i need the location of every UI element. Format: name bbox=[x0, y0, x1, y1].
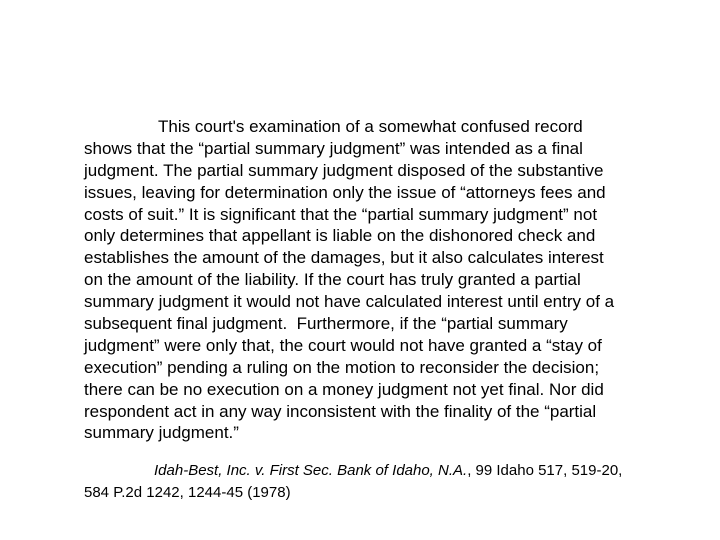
citation-reporter: , 99 Idaho 517, 519-20, bbox=[467, 462, 623, 479]
citation-line-2: 584 P.2d 1242, 1244-45 (1978) bbox=[84, 484, 291, 501]
quote-line: summary judgment.” bbox=[84, 423, 239, 443]
quote-line: execution” pending a ruling on the motion to reconsider the decision; bbox=[84, 357, 600, 377]
quote-line: shows that the “partial summary judgment” was intended as a final bbox=[84, 138, 583, 158]
quote-line: judgment” were only that, the court would not have granted a “stay of bbox=[84, 335, 602, 355]
quote-line: This court's examination of a somewhat confused record bbox=[158, 117, 583, 136]
quote-line: costs of suit.” It is significant that the “partial summary judgment” not bbox=[84, 204, 598, 224]
quote-line: respondent act in any way inconsistent with the finality of the “partial bbox=[84, 401, 597, 421]
quote-line: summary judgment it would not have calculated interest until entry of a bbox=[84, 292, 615, 312]
citation-line-1 bbox=[84, 460, 684, 482]
quote-line: there can be no execution on a money judgment not yet final. Nor did bbox=[84, 379, 604, 399]
quote-line: on the amount of the liability. If the court has truly granted a partial bbox=[84, 270, 581, 290]
quote-line: establishes the amount of the damages, but it also calculates interest bbox=[84, 248, 604, 268]
quote-line: judgment. The partial summary judgment disposed of the substantive bbox=[84, 160, 604, 180]
case-name: Idah-Best, Inc. v. First Sec. Bank of Idaho, N.A. bbox=[154, 462, 468, 479]
quote-line: only determines that appellant is liable on the dishonored check and bbox=[84, 226, 596, 246]
case-citation bbox=[84, 460, 684, 504]
quote-line: subsequent final judgment. Furthermore, if the “partial summary bbox=[84, 314, 568, 334]
quotation-paragraph bbox=[84, 116, 664, 444]
quote-line: issues, leaving for determination only the issue of “attorneys fees and bbox=[84, 182, 606, 202]
